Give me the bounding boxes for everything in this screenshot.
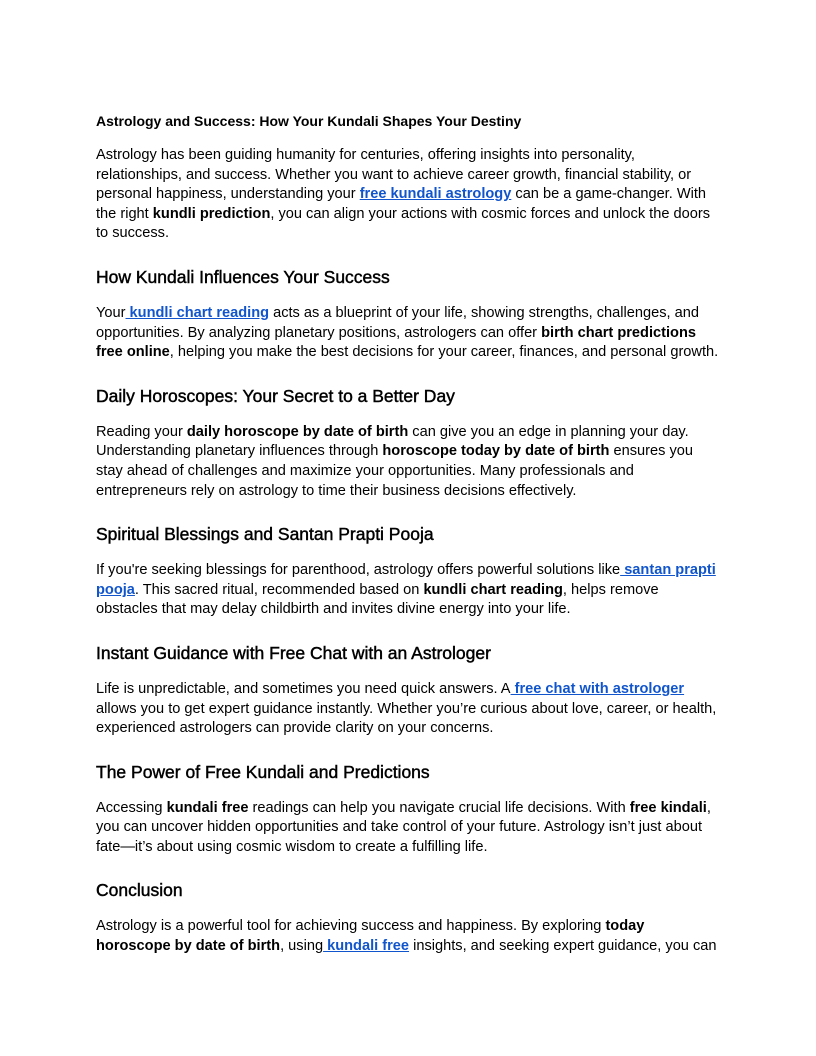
intro-text-1: Astrology has been guiding humanity for centuries, offering insights into personality, relationships, and success. Whether you want to achieve career growth, financial stability, or personal happiness, understanding your (96, 147, 692, 203)
section-paragraph-free-kundali (96, 799, 720, 858)
s4-text-2: allows you to get expert guidance instantly. Whether you’re curious about love, career, or health, experienced astrologers can provide clarity on your concerns. (96, 700, 717, 737)
s1-text-3: , helping you make the best decisions for your career, finances, and personal growth. (169, 344, 719, 361)
section-heading-daily-horoscopes: Daily Horoscopes: Your Secret to a Better Day (96, 385, 455, 406)
intro-text-2: can be a game-changer. With the right (96, 186, 707, 222)
intro-text-3: , you can align your actions with cosmic forces and unlock the doors to success. (96, 205, 711, 242)
section-heading-free-kundali: The Power of Free Kundali and Predictions (96, 761, 430, 782)
s2-text-3: ensures you stay ahead of challenges and maximize your opportunities. Many professionals and entrepreneurs rely on astrology to time their business decisions effectively. (96, 443, 693, 499)
s2-bold-horoscope-today: horoscope today by date of birth (382, 443, 610, 460)
s5-text-3: , you can uncover hidden opportunities and take control of your future. Astrology isn’t just about fate—it’s about using cosmic wisdom to create a fulfilling life. (96, 799, 711, 855)
s5-text-2: readings can help you navigate crucial life decisions. With (248, 799, 630, 816)
s6-text-2: , using (280, 938, 324, 955)
s2-text-2: can give you an edge in planning your day. Understanding planetary influences through (96, 423, 689, 460)
s3-bold-kundli-chart-reading: kundli chart reading (423, 581, 563, 598)
free-chat-with-astrologer-link[interactable]: free chat with astrologer (510, 680, 685, 697)
santan-prapti-pooja-link[interactable]: santan prapti pooja (96, 562, 716, 598)
s3-text-1: If you're seeking blessings for parenthood, astrology offers powerful solutions like (96, 562, 621, 579)
document-title: Astrology and Success: How Your Kundali Shapes Your Destiny (96, 113, 522, 129)
section-heading-free-chat: Instant Guidance with Free Chat with an Astrologer (96, 642, 491, 663)
section-paragraph-free-chat (96, 680, 720, 739)
section-heading-kundali-success: How Kundali Influences Your Success (96, 266, 390, 287)
section-paragraph-santan-prapti (96, 561, 720, 620)
s1-text-1: Your (96, 304, 126, 321)
s6-text-1: Astrology is a powerful tool for achieving success and happiness. By exploring (96, 918, 606, 935)
s5-bold-free-kindali: free kindali (629, 799, 707, 816)
s6-bold-today-horoscope: today horoscope by date of birth (96, 918, 645, 955)
section-heading-santan-prapti: Spiritual Blessings and Santan Prapti Pooja (96, 524, 434, 545)
s5-bold-kundali-free: kundali free (166, 799, 249, 816)
s5-text-1: Accessing (96, 799, 167, 816)
section-paragraph-kundali-success (96, 304, 720, 363)
s4-text-1: Life is unpredictable, and sometimes you need quick answers. A (96, 680, 511, 697)
section-heading-conclusion: Conclusion (96, 880, 183, 901)
s2-text-1: Reading your (96, 423, 187, 440)
section-paragraph-daily-horoscopes (96, 423, 720, 501)
s2-bold-daily-horoscope: daily horoscope by date of birth (186, 423, 409, 440)
kundli-chart-reading-link[interactable]: kundli chart reading (125, 304, 270, 321)
section-paragraph-conclusion (96, 917, 720, 956)
free-kundali-astrology-link[interactable]: free kundali astrology (359, 186, 512, 203)
intro-bold-kundli-prediction: kundli prediction (152, 205, 271, 222)
intro-paragraph (96, 146, 720, 244)
s6-text-3: insights, and seeking expert guidance, you can (409, 938, 717, 955)
s1-text-2: acts as a blueprint of your life, showing strengths, challenges, and opportunities. By analyzing planetary positions, astrologers can offer (96, 304, 699, 341)
s1-bold-birth-chart: birth chart predictions free online (96, 324, 696, 361)
kundali-free-link[interactable]: kundali free (323, 938, 410, 955)
s3-text-2: . This sacred ritual, recommended based on (134, 581, 424, 598)
s3-text-3: , helps remove obstacles that may delay childbirth and invites divine energy into your life. (96, 581, 659, 618)
